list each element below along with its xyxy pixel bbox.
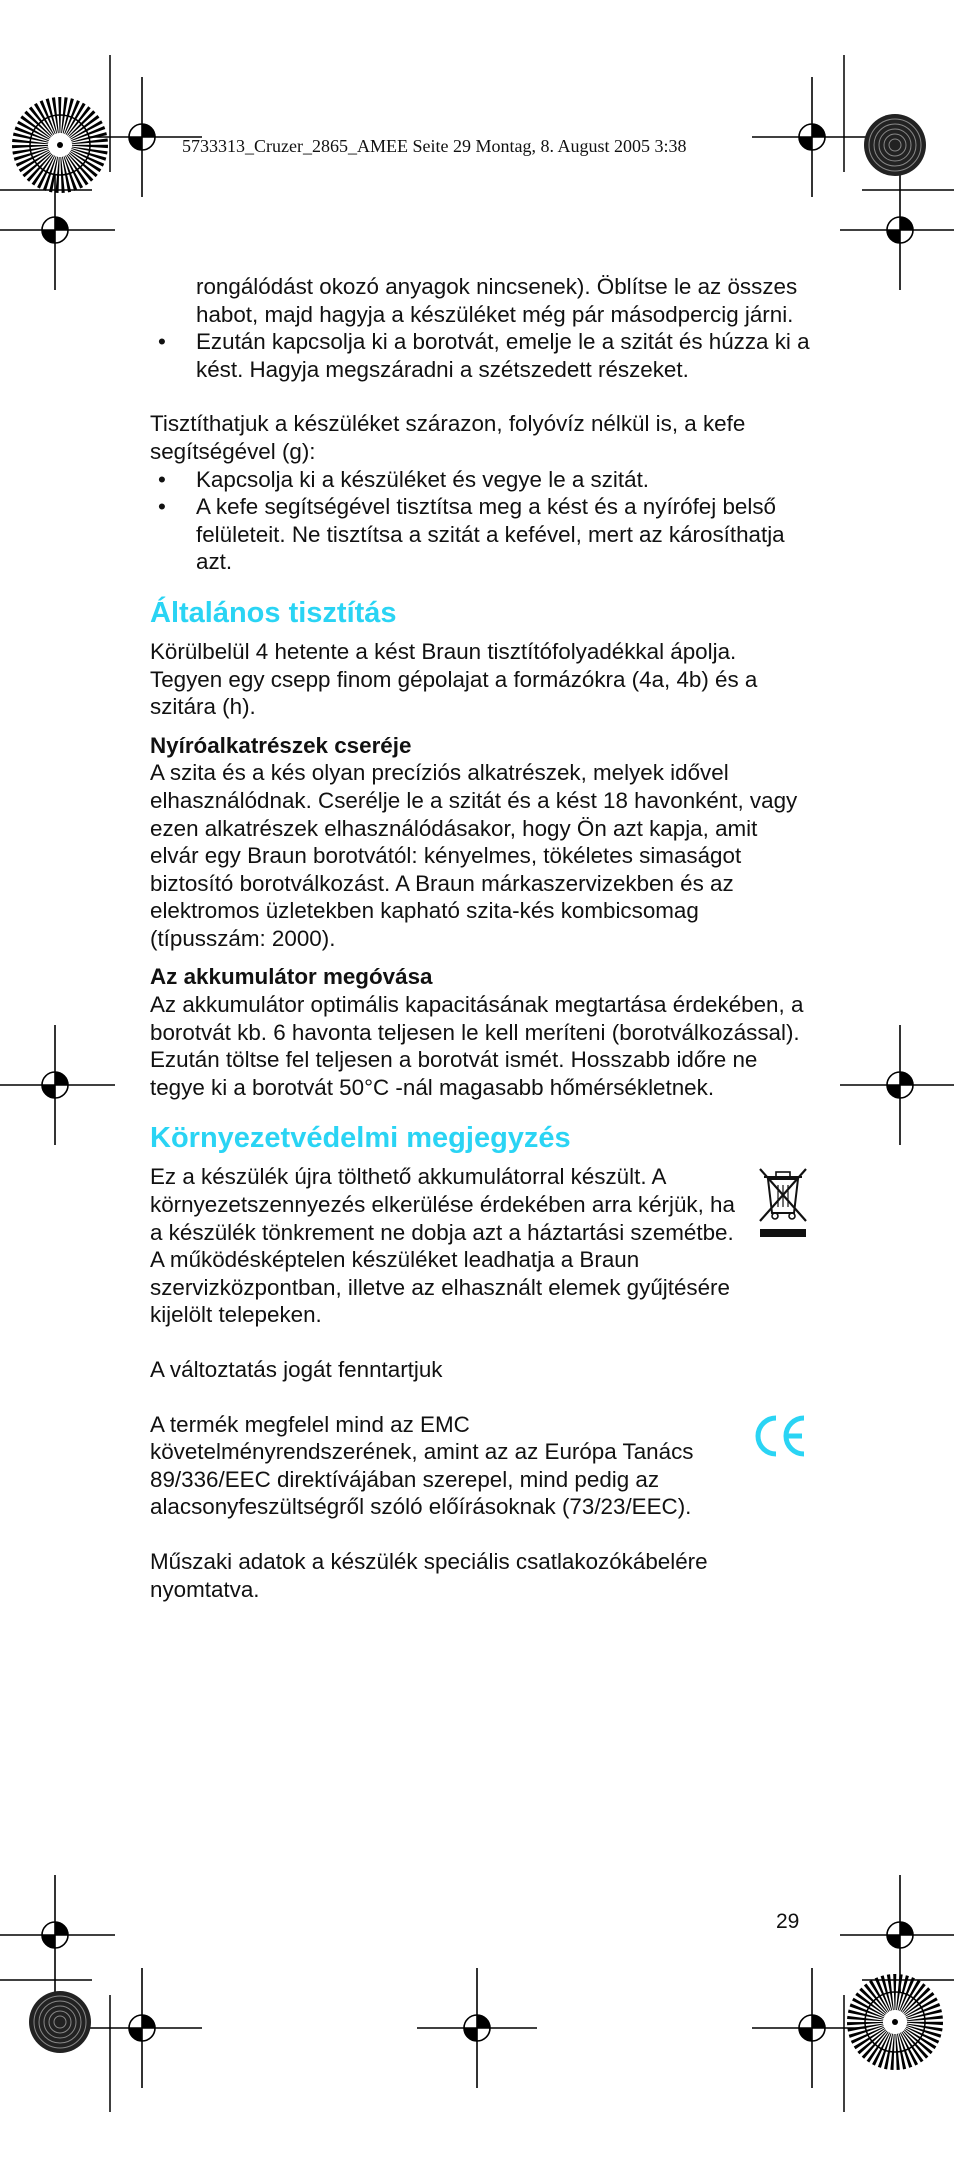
rinse-bullet-list (150, 328, 810, 383)
technical-data-paragraph: Műszaki adatok a készülék speciális csatlakozókábelére nyomtatva. (150, 1548, 708, 1602)
crossed-out-wheelie-bin-icon (756, 1163, 810, 1239)
list-item: • Ezután kapcsolja ki a borotvát, emelje le a szitát és húzza ki a kést. Hagyja megszáradni a szétszedett részeket. (150, 328, 810, 383)
subheading-cutter-replacement: Nyíróalkatrészek cseréje (150, 732, 412, 758)
rights-reserved-line: A változtatás jogát fenntartjuk (150, 1357, 443, 1382)
ce-mark-icon (750, 1411, 810, 1461)
battery-care-paragraph: Az akkumulátor optimális kapacitásának megtartása érdekében, a borotvát kb. 6 havonta teljesen le kell meríteni (borotválkozással). Ezután töltse fel teljesen a borotvát ismét. Hosszabb időre ne tegye ki a borotvát 50°C -nál magasabb hőmérsékletnek. (150, 992, 804, 1100)
general-cleaning-paragraph: Körülbelül 4 hetente a kést Braun tisztítófolyadékkal ápolja. Tegyen egy csepp finom gépolajat a formázókra (4a, 4b) és a szitára (h). (150, 638, 758, 720)
list-item: • A kefe segítségével tisztítsa meg a kést és a nyírófej belső felületeit. Ne tisztítsa a szitát a kefével, mert az károsíthatja azt. (150, 493, 810, 576)
dry-cleaning-paragraph: Tisztíthatjuk a készüléket szárazon, folyóvíz nélkül is, a kefe segítségével (g): (150, 411, 746, 464)
continued-paragraph: rongálódást okozó anyagok nincsenek). Öblítse le az összes habot, majd hagyja a készüléket még pár másodpercig járni. (196, 274, 798, 327)
emc-conformity-block (150, 1411, 810, 1521)
cutter-replacement-paragraph: A szita és a kés olyan precíziós alkatrészek, melyek idővel elhasználódnak. Cserélje le a szitát és a kést 18 havonként, vagy ezen alkatrészek elhasználódásakor, hogy Ön azt kapja, amit elvár egy Braun borotvától: kényelmes, tökéletes simaságot biztosító borotválkozást. A Braun márkaszervizekben és az elektromos üzletekben kapható szita-kés kombicsomag (típusszám: 2000). (150, 760, 798, 951)
environmental-note-paragraph: Ez a készülék újra tölthető akkumulátorral készült. A környezetszennyezés elkerülése érdekében arra kérjük, ha a készülék tönkrement ne dobja azt a háztartási szemétbe. A működésképtelen készüléket leadhatja a Braun szervizközpontban, illetve az elhasznált elemek gyűjtésére kijelölt telepeken. (150, 1164, 735, 1328)
subheading-battery-care: Az akkumulátor megóvása (150, 964, 433, 990)
print-slug-line: 5733313_Cruzer_2865_AMEE Seite 29 Montag, 8. August 2005 3:38 (182, 136, 687, 156)
environmental-note-block (150, 1163, 810, 1329)
page-number: 29 (776, 1910, 800, 1933)
list-item: • Kapcsolja ki a készüléket és vegye le a szitát. (150, 466, 810, 494)
page-content (150, 273, 810, 1603)
dry-cleaning-bullet-list (150, 466, 810, 576)
emc-conformity-paragraph: A termék megfelel mind az EMC követelményrendszerének, amint az az Európa Tanács 89/336/EEC direktívájában szerepel, mind pedig az alacsonyfeszültségről szóló előírásoknak (73/23/EEC). (150, 1411, 694, 1520)
section-heading-environmental-note: Környezetvédelmi megjegyzés (150, 1122, 571, 1155)
section-heading-general-cleaning: Általános tisztítás (150, 596, 397, 629)
